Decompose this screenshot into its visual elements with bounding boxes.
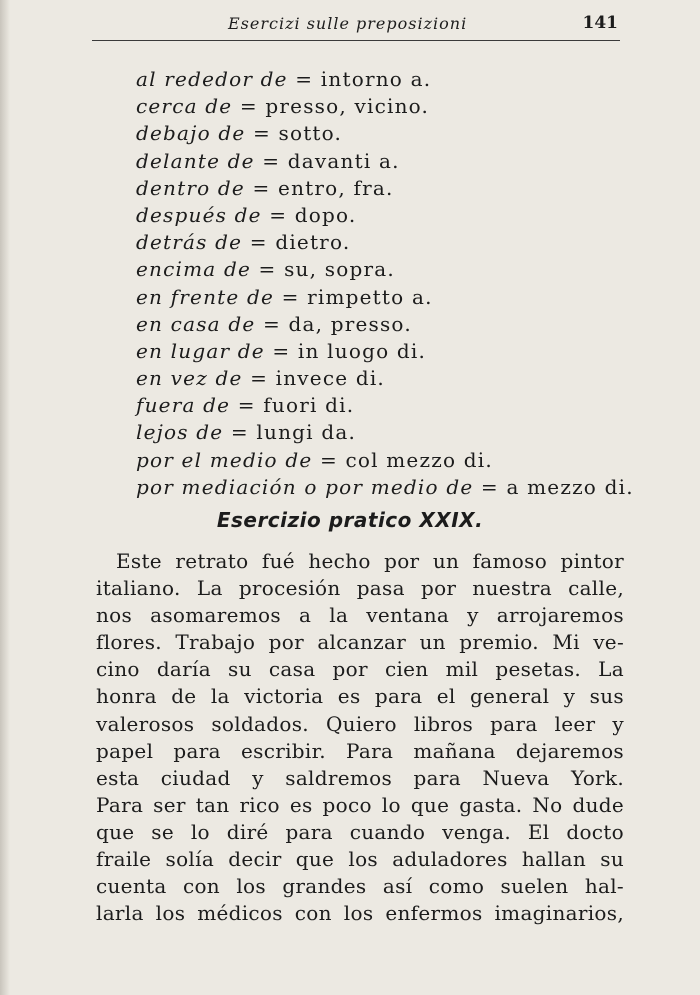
spanish-term: en vez de xyxy=(136,366,243,391)
text-line: Este retrato fué hecho por un famoso pintor xyxy=(116,549,624,573)
preposition-list xyxy=(136,66,634,501)
spanish-term: delante de xyxy=(136,148,255,173)
italian-translation: da, presso. xyxy=(288,311,412,336)
italian-translation: rimpetto a. xyxy=(307,284,433,309)
spanish-term: debajo de xyxy=(136,121,246,146)
list-item: detrás de = dietro. xyxy=(136,230,351,255)
spanish-term: cerca de xyxy=(136,94,233,119)
text-line: papel para escribir. Para mañana dejaremos xyxy=(96,738,624,763)
italian-translation: su, sopra. xyxy=(284,257,395,282)
list-item: lejos de = lungi da. xyxy=(136,420,357,445)
list-item: debajo de = sotto. xyxy=(136,121,343,146)
italian-translation: invece di. xyxy=(275,366,385,391)
list-item: después de = dopo. xyxy=(136,202,357,227)
italian-translation: a mezzo di. xyxy=(506,474,634,499)
list-item: por mediación o por medio de = a mezzo di. xyxy=(136,474,634,499)
text-line: esta ciudad y saldremos para Nueva York. xyxy=(96,765,624,790)
italian-translation: presso, vicino. xyxy=(265,94,430,119)
binding-shadow xyxy=(0,0,10,995)
text-line: larla los médicos con los enfermos imaginarios, xyxy=(96,901,624,926)
italian-translation: lungi da. xyxy=(256,420,357,445)
italian-translation: davanti a. xyxy=(287,148,400,173)
list-item: en frente de = rimpetto a. xyxy=(136,284,433,309)
spanish-term: detrás de xyxy=(136,230,243,255)
spanish-term: en casa de xyxy=(136,311,256,336)
page-header xyxy=(92,12,620,41)
spanish-term: encima de xyxy=(136,257,251,282)
list-item: en vez de = invece di. xyxy=(136,366,385,391)
list-item: encima de = su, sopra. xyxy=(136,257,395,282)
spanish-term: fuera de xyxy=(136,393,231,418)
italian-translation: in luogo di. xyxy=(297,338,427,363)
list-item: fuera de = fuori di. xyxy=(136,393,355,418)
italian-translation: dietro. xyxy=(275,230,351,255)
italian-translation: dopo. xyxy=(294,202,357,227)
italian-translation: entro, fra. xyxy=(278,175,394,200)
spanish-term: lejos de xyxy=(136,420,224,445)
spanish-term: dentro de xyxy=(136,175,245,200)
exercise-title: Esercizio pratico XXIX. xyxy=(216,508,484,532)
text-line: fraile solía decir que los aduladores hallan su xyxy=(96,847,624,872)
spanish-term: en lugar de xyxy=(136,338,265,363)
spanish-term: por el medio de xyxy=(136,447,313,472)
list-item: en casa de = da, presso. xyxy=(136,311,412,336)
list-item: cerca de = presso, vicino. xyxy=(136,94,430,119)
page-number: 141 xyxy=(582,13,618,33)
spanish-term: por mediación o por medio de xyxy=(136,474,474,499)
text-line: cuenta con los grandes así como suelen hal- xyxy=(96,874,624,899)
list-item: en lugar de = in luogo di. xyxy=(136,338,427,363)
spanish-term: al rededor de xyxy=(136,67,288,91)
text-line: nos asomaremos a la ventana y arrojaremos xyxy=(96,603,624,628)
text-line: italiano. La procesión pasa por nuestra calle, xyxy=(96,576,624,601)
spanish-term: después de xyxy=(136,202,262,227)
italian-translation: sotto. xyxy=(278,121,343,146)
list-item: por el medio de = col mezzo di. xyxy=(136,447,493,472)
text-line: Para ser tan rico es poco lo que gasta. No dude xyxy=(96,792,624,817)
italian-translation: col mezzo di. xyxy=(345,447,493,472)
list-item: delante de = davanti a. xyxy=(136,148,400,173)
text-line: honra de la victoria es para el general y sus xyxy=(96,684,624,709)
text-line: cino daría su casa por cien mil pesetas. La xyxy=(96,657,624,682)
list-item: al rededor de = intorno a. xyxy=(136,67,432,91)
running-title: Esercizi sulle preposizioni xyxy=(228,14,468,33)
exercise-paragraph xyxy=(96,548,624,927)
italian-translation: intorno a. xyxy=(320,67,432,91)
text-line: flores. Trabajo por alcanzar un premio. Mi ve- xyxy=(96,630,624,655)
text-line: valerosos soldados. Quiero libros para leer y xyxy=(96,711,624,736)
list-item: dentro de = entro, fra. xyxy=(136,175,394,200)
italian-translation: fuori di. xyxy=(263,393,355,418)
text-line: que se lo diré para cuando venga. El docto xyxy=(96,819,624,844)
spanish-term: en frente de xyxy=(136,284,275,309)
